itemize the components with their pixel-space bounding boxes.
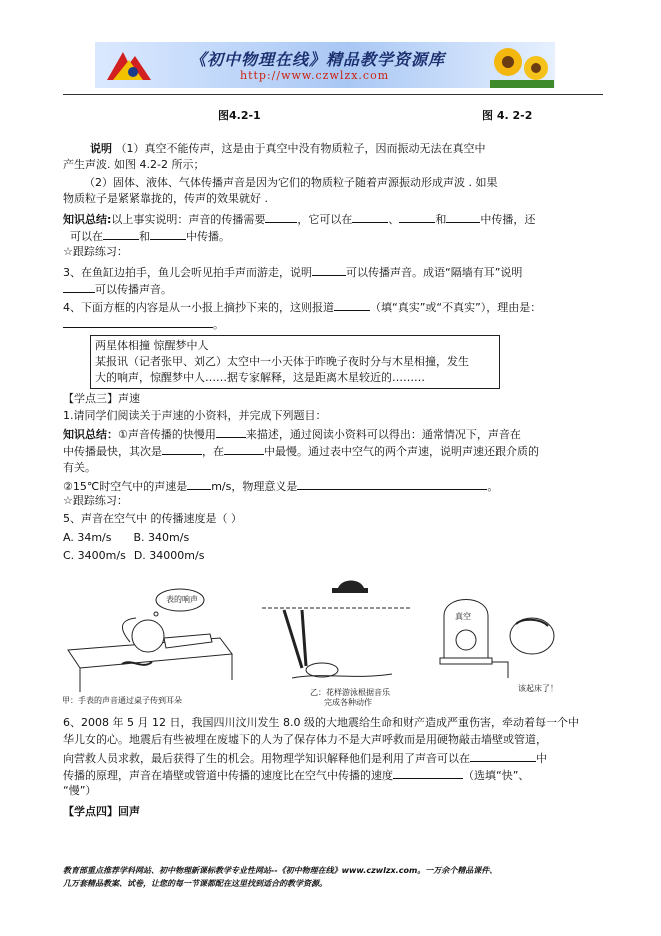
answer-blank[interactable] (150, 228, 186, 240)
summary1-text: 可以在 (70, 230, 103, 243)
header-banner (95, 42, 555, 88)
question-4-text: 。 (213, 318, 224, 331)
banner-title: 《初中物理在线》精品教学资源库 (190, 50, 446, 69)
question-6-line-4 (63, 767, 603, 783)
explanation-p1b: 产生声波. 如图 4.2-2 所示； (63, 158, 205, 171)
question-6-line-5: “慢”） (63, 784, 97, 797)
answer-blank[interactable] (470, 750, 536, 762)
vacuum-jar-icon (436, 588, 566, 688)
answer-blank[interactable] (63, 316, 213, 328)
news-clipping-box (90, 335, 500, 389)
answer-blank[interactable] (162, 443, 202, 455)
section-3-text: 中最慢。通过表中空气的两个声速，说明声速还跟介质的 (264, 445, 539, 458)
question-3-line-1 (63, 264, 603, 280)
banner-url[interactable]: http://www.czwlzx.com (240, 69, 390, 82)
sunflower-icon (490, 42, 554, 88)
question-5-options-2 (63, 549, 603, 563)
question-6-line-2: 华儿女的心。地震后有些被埋在废墟下的人为了保存体力不是大声呼救而是用硬物敲击墙壁或管道， (63, 733, 547, 746)
explanation-label: 说明 (90, 142, 112, 155)
left-caption: 甲：手表的声音通过桌子传到耳朵 (62, 696, 182, 705)
practice-label: ☆跟踪练习： (63, 494, 128, 507)
clipping-line-3: 大的响声，惊醒梦中人……据专家解释，这是距离木星较近的……… (95, 371, 425, 384)
summary1-text: 中传播。 (186, 230, 230, 243)
jar-label: 真空 (455, 612, 471, 621)
section-3-title: 【学点三】声速 (63, 392, 140, 405)
illustration-table-watch (60, 580, 236, 712)
middle-caption-1: 乙：花样游泳根据音乐 (310, 688, 390, 697)
answer-blank[interactable] (265, 211, 297, 223)
question-3-line-2 (63, 281, 603, 297)
question-4-text: 4、下面方框的内容是从一小报上摘抄下来的，这则报道 (63, 301, 334, 314)
practice-label: ☆跟踪练习： (63, 245, 128, 258)
answer-blank[interactable] (224, 443, 264, 455)
answer-blank[interactable] (312, 264, 346, 276)
section-3-text: 中传播最快，其次是 (63, 445, 162, 458)
answer-blank[interactable] (399, 211, 435, 223)
question-6-text: 向营救人员求救，最后获得了生的机会。用物理学知识解释他们是利用了声音可以在 (63, 752, 470, 765)
section-3-text: ①声音传播的快慢用 (118, 428, 216, 441)
option-a[interactable]: A. 34m/s (63, 531, 112, 544)
question-3-text: 3、在鱼缸边拍手，鱼儿会听见拍手声而游走，说明 (63, 266, 312, 279)
answer-blank[interactable] (393, 767, 463, 779)
summary1-text: ，它可以在 (297, 213, 353, 226)
clipping-headline: 两星体相撞 惊醒梦中人 (95, 339, 209, 352)
option-c[interactable]: C. 3400m/s (63, 549, 126, 562)
section-3-intro: 1.请同学们阅读关于声速的小资料，并完成下列题目： (63, 409, 327, 422)
answer-blank[interactable] (446, 211, 480, 223)
section-3-text: 。 (487, 480, 499, 493)
summary1-text: 中传播，还 (480, 213, 536, 226)
answer-blank[interactable] (103, 228, 139, 240)
question-4-text: （填“真实”或“不真实”），理由是： (370, 301, 542, 314)
question-5-text: 5、声音在空气中 的传播速度是（ ） (63, 512, 242, 525)
question-6-line-1: 6、2008 年 5 月 12 日，我国四川汶川发生 8.0 级的大地震给生命和财产造成严重伤害，牵动着每一个中 (63, 716, 579, 729)
left-bubble-text: 表的响声 (166, 595, 198, 604)
middle-caption-2: 完成各种动作 (324, 698, 372, 707)
section-3-text: ②15℃时空气中的声速是 (63, 480, 188, 493)
summary1-text: 和 (139, 230, 150, 243)
answer-blank[interactable] (187, 478, 211, 490)
answer-blank[interactable] (334, 299, 370, 311)
answer-blank[interactable] (63, 281, 95, 293)
summary1-text: 、 (388, 213, 400, 226)
option-d[interactable]: D. 34000m/s (133, 549, 205, 562)
section-3-text: ，在 (202, 445, 224, 458)
summary1-text: 以上事实说明：声音的传播需要 (111, 213, 266, 226)
question-6-line-3 (63, 750, 603, 766)
section-3-line-2 (63, 443, 603, 459)
illustration-swimmer (262, 578, 410, 712)
explanation-p2b: 物质粒子是紧紧靠拢的，传声的效果就好 . (63, 192, 268, 205)
figure-label-right: 图 4. 2-2 (482, 109, 533, 122)
question-4-line-2 (63, 316, 603, 332)
figure-label-left: 图4.2-1 (218, 109, 261, 122)
question-6-text: 传播的原理，声音在墙壁或管道中传播的速度比在空气中传播的速度 (63, 769, 393, 782)
section-3-line-3: 有关。 (63, 461, 96, 474)
site-logo-icon (103, 46, 155, 84)
question-6-text: （选填“快”、 (463, 769, 530, 782)
section-3-text: 来描述，通过阅读小资料可以得出：通常情况下，声音在 (245, 428, 521, 441)
explanation-line-1 (90, 142, 630, 156)
section-3-label: 知识总结： (63, 428, 118, 441)
question-6-text: 中 (536, 752, 547, 765)
explanation-p1a: （1）真空不能传声，这是由于真空中没有物质粒子，因而振动无法在真空中 (115, 142, 486, 155)
summary1-label: 知识总结: (63, 213, 112, 226)
answer-blank[interactable] (352, 211, 388, 223)
summary1-line-1 (63, 211, 603, 227)
section-3-line-1 (63, 426, 603, 442)
question-3-text: 可以传播声音。成语“隔墙有耳”说明 (346, 266, 523, 279)
summary1-text: 和 (435, 213, 447, 226)
answer-blank[interactable] (216, 426, 246, 438)
question-5-options-1 (63, 531, 603, 545)
answer-blank[interactable] (297, 478, 487, 490)
right-bubble-text: 该起床了！ (518, 684, 558, 693)
explanation-p2a: （2）固体、液体、气体传播声音是因为它们的物质粒子随着声源振动形成声波 . 如果 (84, 176, 498, 189)
question-3-text: 可以传播声音。 (95, 283, 172, 296)
illustration-vacuum-jar (436, 588, 566, 694)
section-4-title: 【学点四】回声 (63, 805, 140, 818)
section-3-line-4 (63, 478, 603, 494)
swimmer-icon (262, 578, 410, 684)
option-b[interactable]: B. 340m/s (133, 531, 190, 544)
footer-line-2: 几万套精品教案、试卷，让您的每一节课都配在这里找到适合的教学资源。 (63, 879, 327, 888)
summary1-line-2 (70, 228, 610, 244)
clipping-line-2: 某报讯（记者张甲、刘乙）太空中一小天体于昨晚子夜时分与木星相撞，发生 (95, 355, 469, 368)
question-4-line-1 (63, 299, 603, 315)
footer-line-1: 教育部重点推荐学科网站、初中物理新课标教学专业性网站--《初中物理在线》www.czwlzx.com。一万余个精品课件、 (63, 866, 498, 875)
section-3-text: m/s，物理意义是 (211, 480, 298, 493)
header-divider (63, 94, 603, 95)
table-watch-icon (60, 580, 236, 692)
